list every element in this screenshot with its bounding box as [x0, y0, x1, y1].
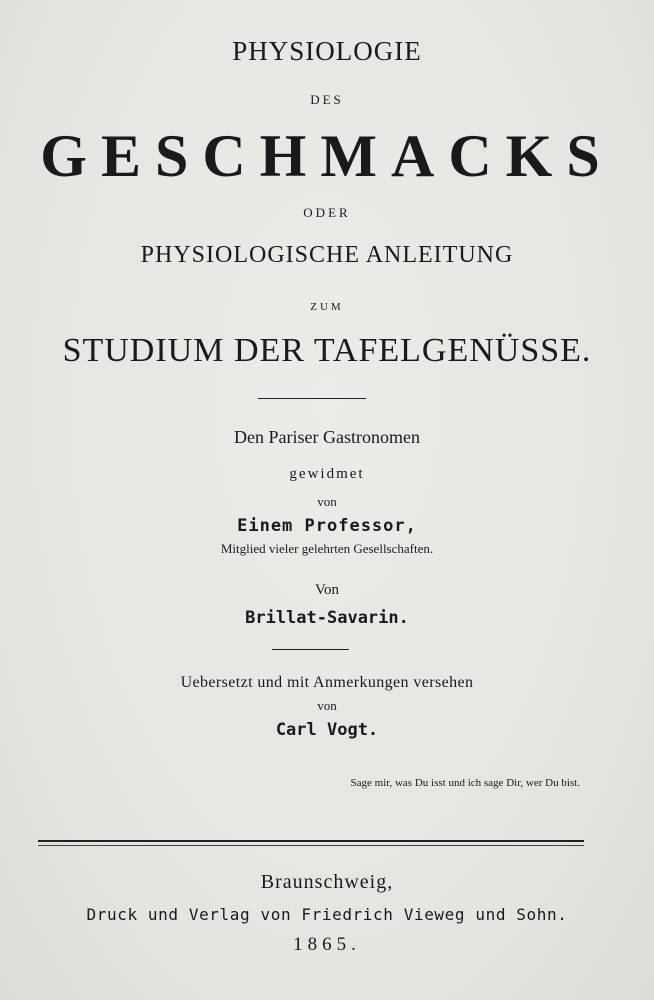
professor-note: Mitglied vieler gelehrten Gesellschaften.: [220, 541, 434, 556]
divider-rule: [272, 649, 349, 650]
subtitle-anleitung: PHYSIOLOGISCHE ANLEITUNG: [140, 242, 514, 268]
imprint-place: Braunschweig,: [260, 871, 394, 893]
translator-by: von: [317, 698, 337, 713]
author-prefix: Von: [315, 582, 339, 598]
title-physiologie: PHYSIOLOGIE: [232, 36, 422, 66]
author-name: Brillat-Savarin.: [245, 608, 409, 628]
imprint-publisher: Druck und Verlag von Friedrich Vieweg und Sohn.: [86, 905, 568, 924]
motto: Sage mir, was Du isst und ich sage Dir, wer Du bist.: [350, 777, 580, 789]
subtitle-zum: ZUM: [310, 301, 344, 313]
translator-name: Carl Vogt.: [275, 720, 379, 740]
divider-rule: [258, 398, 366, 399]
title-des: DES: [310, 92, 344, 107]
imprint-year: 1865.: [293, 934, 361, 955]
translation-note: Uebersetzt und mit Anmerkungen versehen: [180, 674, 474, 691]
double-rule-bottom: [38, 845, 584, 846]
subtitle-studium: STUDIUM DER TAFELGENÜSSE.: [62, 332, 592, 369]
dedication-verb: gewidmet: [289, 466, 365, 482]
dedication: Den Pariser Gastronomen: [234, 427, 420, 447]
double-rule-top: [38, 840, 584, 842]
by-word: von: [317, 494, 337, 509]
title-oder: ODER: [303, 205, 351, 220]
title-geschmacks: GESCHMACKS: [40, 123, 614, 189]
professor-line: Einem Professor,: [237, 516, 417, 536]
